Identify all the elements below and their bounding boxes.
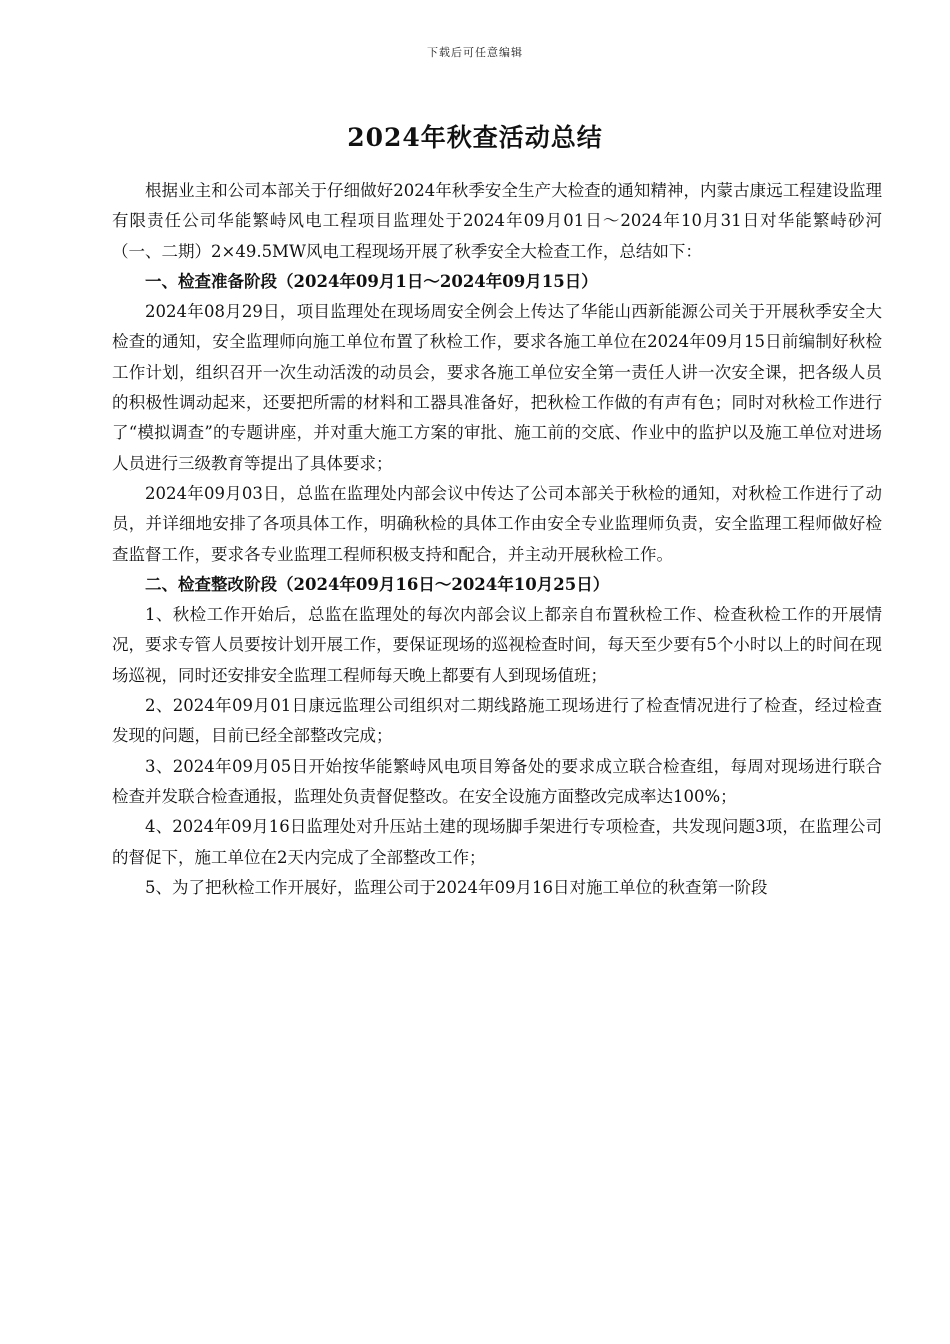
list-item: 1、秋检工作开始后，总监在监理处的每次内部会议上都亲自布置秋检工作、检查秋检工作的开展情况，要求专管人员要按计划开展工作，要保证现场的巡视检查时间，每天至少要有5个小时以上的时间在现场巡视，同时还安排安全监理工程师每天晚上都要有人到现场值班；: [112, 605, 882, 685]
body-paragraph: 2024年09月03日，总监在监理处内部会议中传达了公司本部关于秋检的通知，对秋检工作进行了动员，并详细地安排了各项具体工作，明确秋检的具体工作由安全专业监理师负责，安全监理工程师做好检查监督工作，要求各专业监理工程师积极支持和配合，并主动开展秋检工作。: [112, 483, 882, 564]
list-item: 2、2024年09月01日康远监理公司组织对二期线路施工现场进行了检查情况进行了检查，经过检查发现的问题，目前已经全部整改完成；: [112, 696, 882, 746]
document-body: [112, 176, 882, 903]
list-item: 5、为了把秋检工作开展好，监理公司于2024年09月16日对施工单位的秋查第一阶段: [145, 877, 768, 897]
body-paragraph: 2024年08月29日，项目监理处在现场周安全例会上传达了华能山西新能源公司关于开展秋季安全大检查的通知，安全监理师向施工单位布置了秋检工作，要求各施工单位在2024年09月15日前编制好秋检工作计划，组织召开一次生动活泼的动员会，要求各施工单位安全第一责任人讲一次安全课，把各级人员的积极性调动起来，还要把所需的材料和工器具准备好，把秋检工作做的有声有色；同时对秋检工作进行了“模拟调查”的专题讲座，并对重大施工方案的审批、施工前的交底、作业中的监护以及施工单位对进场人员进行三级教育等提出了具体要求；: [112, 302, 882, 473]
section-heading-preparation: 一、检查准备阶段（2024年09月1日～2024年09月15日）: [145, 271, 598, 291]
list-item: 3、2024年09月05日开始按华能繁峙风电项目筹备处的要求成立联合检查组，每周对现场进行联合检查并发联合检查通报，监理处负责督促整改。在安全设施方面整改完成率达100%；: [112, 756, 882, 806]
intro-paragraph: 根据业主和公司本部关于仔细做好2024年秋季安全生产大检查的通知精神，内蒙古康远工程建设监理有限责任公司华能繁峙风电工程项目监理处于2024年09月01日～2024年10月31日对华能繁峙砂河（一、二期）2×49.5MW风电工程现场开展了秋季安全大检查工作，总结如下：: [112, 181, 882, 261]
document-title: 2024年秋查活动总结: [347, 123, 603, 152]
header-note: 下载后可任意编辑: [427, 46, 523, 59]
list-item: 4、2024年09月16日监理处对升压站土建的现场脚手架进行专项检查，共发现问题3项，在监理公司的督促下，施工单位在2天内完成了全部整改工作；: [112, 817, 882, 867]
section-heading-rectification: 二、检查整改阶段（2024年09月16日～2024年10月25日）: [145, 574, 610, 594]
